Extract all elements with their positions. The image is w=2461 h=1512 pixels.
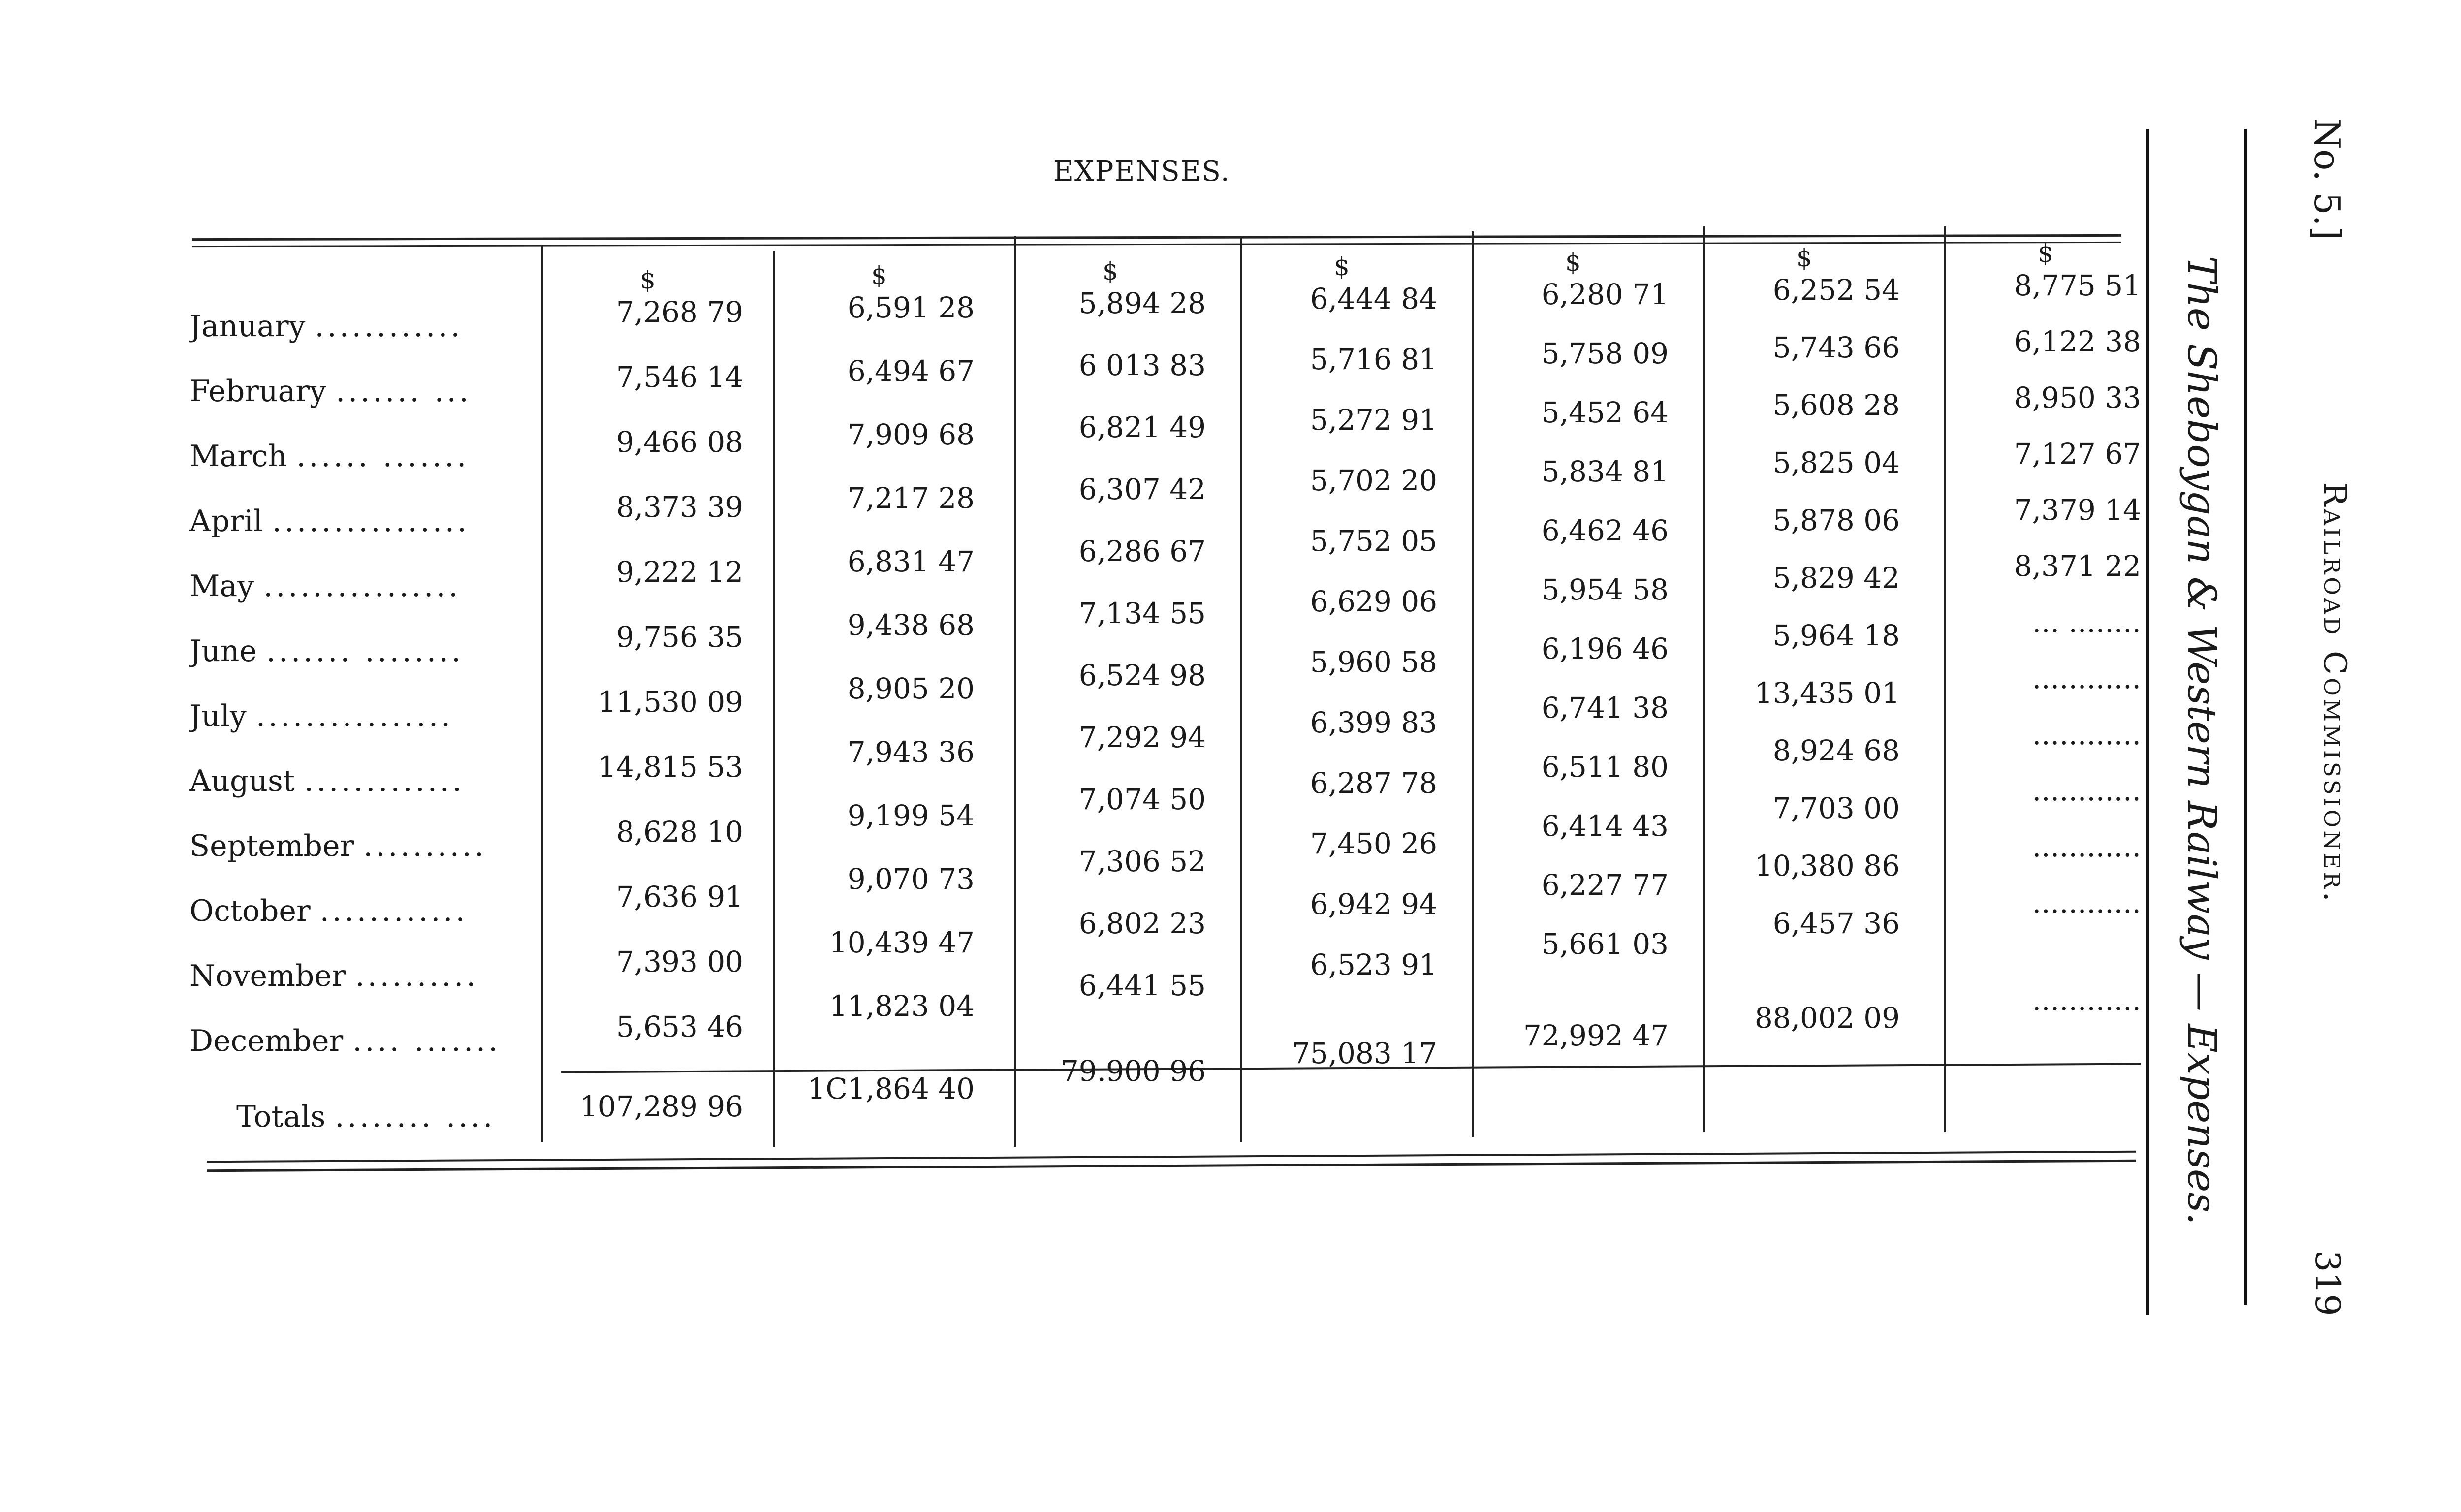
total-cell: ............ (2032, 983, 2141, 1017)
expense-cell: 5,752 05 (1310, 524, 1437, 558)
expense-cell: 7,306 52 (1078, 845, 1206, 878)
expense-cell: 5,960 58 (1310, 645, 1437, 679)
leader-dots: ................ (255, 699, 454, 733)
expense-cell: 5,452 64 (1541, 396, 1669, 429)
expense-cell: ............ (2032, 886, 2141, 919)
leader-dots: ................ (272, 504, 470, 538)
expense-cell: 5,829 42 (1772, 561, 1900, 595)
dollar-sign: $ (1797, 244, 1812, 272)
expense-cell: 8,950 33 (2014, 381, 2141, 414)
dollar-sign: $ (2038, 239, 2053, 268)
expense-cell: 7,379 14 (2014, 493, 2141, 527)
expense-cell: 6,523 91 (1310, 948, 1437, 981)
running-head-title: Railroad Commissioner. (2316, 482, 2353, 905)
expense-cell: 8,628 10 (616, 815, 743, 849)
page-number: 319 (2307, 1250, 2348, 1316)
month-label (189, 894, 544, 928)
month-label (189, 699, 544, 733)
expense-cell: 10,380 86 (1754, 849, 1900, 882)
expense-cell: 7,703 00 (1772, 791, 1900, 825)
leader-dots: ....... ........ (266, 634, 464, 668)
expense-cell: 6,196 46 (1541, 632, 1669, 665)
expense-cell: 7,450 26 (1310, 827, 1437, 860)
expense-cell: 6,286 67 (1078, 535, 1206, 568)
month-label (189, 634, 544, 668)
month-label (189, 374, 544, 409)
expense-cell: 6,287 78 (1310, 766, 1437, 800)
expense-cell: 6,399 83 (1310, 706, 1437, 739)
expense-cell: 5,758 09 (1541, 337, 1669, 370)
expense-cell: 6,494 67 (847, 354, 975, 388)
top-rule (192, 234, 2121, 241)
expense-cell: 6,942 94 (1310, 887, 1437, 921)
expense-cell: 5,743 66 (1772, 331, 1900, 364)
expense-cell: 8,905 20 (847, 672, 975, 705)
running-head-number: No. 5.] (2306, 118, 2348, 240)
expense-cell: 6,122 38 (2014, 325, 2141, 358)
expense-cell: ............ (2032, 774, 2141, 807)
dollar-sign: $ (1103, 257, 1118, 285)
margin-rule (2244, 129, 2247, 1305)
leader-dots: ............. (304, 764, 465, 798)
month-name: April (189, 504, 272, 538)
expense-cell: 5,964 18 (1772, 619, 1900, 652)
month-name: September (189, 829, 364, 863)
expense-cell: 7,127 67 (2014, 437, 2141, 471)
month-name: February (189, 374, 336, 409)
dollar-sign: $ (871, 261, 887, 290)
expense-cell: 5,653 46 (616, 1010, 743, 1043)
month-name: June (189, 634, 266, 668)
bottom-rule-inner (207, 1160, 2136, 1172)
month-name: December (189, 1024, 353, 1058)
expense-cell: 6,227 77 (1541, 868, 1669, 902)
expense-cell: 5,878 06 (1772, 504, 1900, 537)
expense-cell: 8,373 39 (616, 490, 743, 524)
expense-cell: 7,636 91 (616, 880, 743, 914)
expense-cell: 10,439 47 (829, 926, 975, 959)
expense-cell: 9,199 54 (847, 799, 975, 832)
month-name: January (189, 309, 315, 344)
month-label (189, 309, 544, 344)
expense-cell: 7,074 50 (1078, 783, 1206, 816)
expense-cell: 14,815 53 (598, 750, 743, 784)
total-cell: 107,289 96 (579, 1090, 743, 1123)
month-label (189, 1024, 544, 1058)
leader-dots: ................ (263, 569, 461, 603)
expense-cell: 5,272 91 (1310, 403, 1437, 437)
expense-cell: 9,438 68 (847, 608, 975, 642)
month-label (189, 569, 544, 603)
leader-dots: .......... (355, 959, 479, 993)
expense-cell: 6,252 54 (1772, 273, 1900, 307)
expense-cell: 6,441 55 (1078, 969, 1206, 1002)
expense-cell: 7,393 00 (616, 945, 743, 978)
expense-cell: 6,629 06 (1310, 585, 1437, 618)
month-name: August (189, 764, 304, 798)
leader-dots: ........ .... (335, 1100, 496, 1134)
expense-cell: 7,909 68 (847, 418, 975, 451)
margin-rule (2146, 129, 2149, 1315)
section-title: The Sheboygan & Western Railway — Expenses. (2179, 256, 2225, 1225)
expense-cell: 7,546 14 (616, 360, 743, 394)
dollar-sign: $ (640, 266, 656, 294)
leader-dots: ............ (315, 309, 463, 344)
expense-cell: 5,954 58 (1541, 573, 1669, 606)
expense-cell: 9,466 08 (616, 425, 743, 459)
expense-cell: 6,457 36 (1772, 907, 1900, 940)
expense-cell: 7,217 28 (847, 481, 975, 515)
dollar-sign: $ (1334, 252, 1350, 281)
leader-dots: ....... ... (336, 374, 472, 409)
month-name: November (189, 959, 355, 993)
top-rule-inner (192, 242, 2121, 247)
month-label (189, 829, 544, 863)
expense-cell: 9,222 12 (616, 555, 743, 589)
expense-cell: 11,530 09 (598, 685, 743, 719)
expense-cell: 5,702 20 (1310, 464, 1437, 497)
expense-cell: 13,435 01 (1754, 676, 1900, 710)
month-name: May (189, 569, 264, 603)
expense-cell: ............ (2032, 662, 2141, 695)
expense-cell: 6,741 38 (1541, 691, 1669, 724)
expense-cell: 6,511 80 (1541, 750, 1669, 784)
month-label (189, 764, 544, 798)
expense-cell: 5,716 81 (1310, 343, 1437, 376)
expense-cell: 6,821 49 (1078, 410, 1206, 444)
leader-dots: ...... ....... (296, 439, 470, 473)
month-name: July (189, 699, 256, 733)
expense-cell: 6,524 98 (1078, 659, 1206, 692)
leader-dots: .... ....... (352, 1024, 501, 1058)
expense-cell: 6,280 71 (1541, 278, 1669, 311)
expense-cell: 6,591 28 (847, 291, 975, 324)
expense-cell: ............ (2032, 718, 2141, 751)
total-cell: 1C1,864 40 (807, 1072, 975, 1105)
expense-cell: 8,924 68 (1772, 734, 1900, 767)
expense-cell: 5,825 04 (1772, 446, 1900, 479)
expense-cell: 5,608 28 (1772, 388, 1900, 422)
leader-dots: .......... (363, 829, 487, 863)
expense-cell: 7,134 55 (1078, 597, 1206, 630)
expense-cell: 6,802 23 (1078, 907, 1206, 940)
expense-cell: 7,292 94 (1078, 721, 1206, 754)
expense-cell: ... ........ (2032, 605, 2141, 639)
month-label (189, 959, 544, 993)
expense-cell: 6,462 46 (1541, 514, 1669, 547)
expense-cell: 6,307 42 (1078, 472, 1206, 506)
expense-cell: 9,070 73 (847, 862, 975, 896)
total-cell: 75,083 17 (1292, 1037, 1437, 1070)
expense-cell: 6,444 84 (1310, 282, 1437, 315)
total-cell: 88,002 09 (1754, 1001, 1900, 1035)
expense-cell: 5,834 81 (1541, 455, 1669, 488)
expense-cell: 6 013 83 (1078, 348, 1206, 382)
expense-cell: ............ (2032, 830, 2141, 863)
expense-cell: 7,268 79 (616, 295, 743, 329)
expense-cell: 7,943 36 (847, 735, 975, 769)
expense-cell: 6,831 47 (847, 545, 975, 578)
leader-dots: ............ (319, 894, 468, 928)
total-cell: 72,992 47 (1523, 1019, 1669, 1052)
expense-cell: 6,414 43 (1541, 809, 1669, 843)
month-label (189, 504, 544, 538)
dollar-sign: $ (1565, 248, 1581, 277)
totals-name: Totals (236, 1100, 335, 1134)
expense-cell: 8,775 51 (2014, 269, 2141, 302)
month-name: October (189, 894, 320, 928)
expense-cell: 9,756 35 (616, 620, 743, 654)
month-name: March (189, 439, 297, 473)
month-label (189, 439, 544, 473)
expense-cell: 5,661 03 (1541, 927, 1669, 961)
expense-cell: 11,823 04 (829, 989, 975, 1023)
expense-cell: 5,894 28 (1078, 286, 1206, 320)
table-title: EXPENSES. (1053, 156, 1230, 188)
expense-cell: 8,371 22 (2014, 549, 2141, 583)
total-cell: 79.900 96 (1060, 1054, 1206, 1088)
